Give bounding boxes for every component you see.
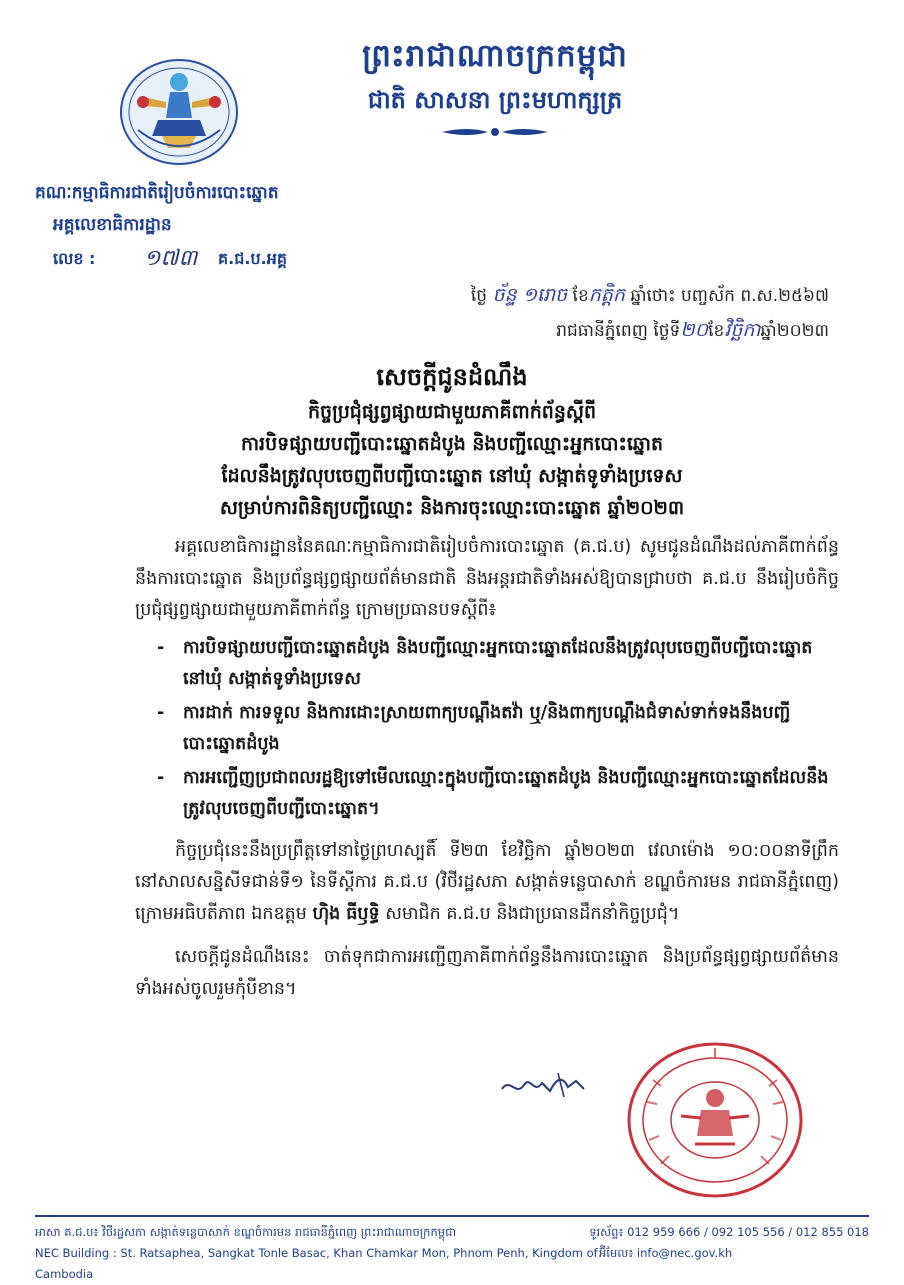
address-khmer: អាសា គ.ជ.ប៖ វិថីរដ្ឋសភា សង្កាត់ទន្លេបាសាក់ ខណ្ឌចំការមន រាជធានីភ្នំពេញ ព្រះរាជាណាចក្រកម្ពុជា xyxy=(35,1225,457,1239)
nation-religion-king: ជាតិ សាសនា ព្រះមហាក្សត្រ xyxy=(367,86,623,114)
reference-number xyxy=(35,246,287,272)
org-name: គណៈកម្មាធិការជាតិរៀបចំការបោះឆ្នោត xyxy=(35,183,279,203)
lunar-day: ច័ន្ទ ១រោច xyxy=(492,284,568,306)
issuing-organization xyxy=(35,180,287,272)
lunar-month: កត្តិក xyxy=(588,284,625,306)
kingdom-title: ព្រះរាជាណាចក្រកម្ពុជា xyxy=(362,38,628,74)
footer-row xyxy=(35,1222,869,1243)
intro-paragraph: អគ្គលេខាធិការដ្ឋាននៃគណៈកម្មាធិការជាតិរៀបចំការបោះឆ្នោត (គ.ជ.ប) សូមជូនដំណឹងដល់ភាគីពាក់ព័ន្ធនឹងការបោះឆ្នោត និងប្រព័ន្ធផ្សព្វផ្សាយព័ត៌មានជាតិ និងអន្តរជាតិទាំងអស់ឱ្យបានជ្រាបថា គ.ជ.ប នឹងរៀបចំកិច្ចប្រជុំផ្សព្វផ្សាយជាមួយភាគីពាក់ព័ន្ធ ក្រោមប្រធានបទស្តីពី៖ xyxy=(135,537,839,620)
phone-numbers: ទូរស័ព្ទ៖ 012 959 666 / 092 105 556 / 012 855 018 xyxy=(589,1225,869,1239)
notice-body xyxy=(135,532,839,1005)
topic-item: - ការបិទផ្សាយបញ្ជីបោះឆ្នោតដំបូង និងបញ្ជីឈ្មោះអ្នកបោះឆ្នោតដែលនឹងត្រូវលុបចេញពីបញ្ជីបោះឆ្នោត នៅឃុំ សង្កាត់ទូទាំងប្រទេស xyxy=(157,633,839,696)
lunar-suffix: ឆ្នាំថោះ បញ្ចស័ក ព.ស.២៥៦៧ xyxy=(630,286,829,306)
footer-row xyxy=(35,1243,869,1285)
reference-value: ១៧៣ xyxy=(143,246,198,271)
subject-line-2: ការបិទផ្សាយបញ្ជីបោះឆ្នោតដំបូង និងបញ្ជីឈ្មោះអ្នកបោះឆ្នោត xyxy=(240,433,664,455)
kingdom-motto xyxy=(345,34,645,144)
date-block xyxy=(471,278,829,348)
footer-divider xyxy=(35,1215,869,1217)
solar-date xyxy=(471,313,829,348)
solar-day: ២០ xyxy=(680,319,709,341)
topic-item: - ការអញ្ជើញប្រជាពលរដ្ឋឱ្យទៅមើលឈ្មោះក្នុងបញ្ជីបោះឆ្នោតដំបូង និងបញ្ជីឈ្មោះអ្នកបោះឆ្នោតដែលនឹងត្រូវលុបចេញពីបញ្ជីបោះឆ្នោត។ xyxy=(157,763,839,826)
meeting-paragraph xyxy=(135,836,839,931)
topic-list xyxy=(157,633,839,826)
reference-suffix: គ.ជ.ប.អគ្គ xyxy=(218,249,288,268)
solar-mid: ខែ xyxy=(708,321,725,341)
nec-logo-icon xyxy=(118,58,240,170)
reference-label: លេខ : xyxy=(53,249,96,268)
signature-icon xyxy=(498,1067,590,1103)
letterhead-footer xyxy=(35,1222,869,1285)
email-address: អ៊ីមែល៖ info@nec.gov.kh xyxy=(599,1246,733,1260)
solar-prefix: រាជធានីភ្នំពេញ ថ្ងៃទី xyxy=(556,321,681,341)
subject-line-4: សម្រាប់ការពិនិត្យបញ្ជីឈ្មោះ និងការចុះឈ្មោះបោះឆ្នោត ឆ្នាំ២០២៣ xyxy=(219,497,685,519)
notice-title xyxy=(0,358,904,524)
ornament-divider-icon xyxy=(440,124,550,140)
solar-month: វិច្ឆិកា xyxy=(724,319,761,341)
meeting-details: កិច្ចប្រជុំនេះនឹងប្រព្រឹត្តទៅនាថ្ងៃព្រហស្បតិ៍ ទី២៣ ខែវិច្ឆិកា ឆ្នាំ២០២៣ វេលាម៉ោង ១០:០០នាទីព្រឹក នៅសាលសន្និសីទជាន់ទី១ នៃទីស្តីការ គ.ជ.ប (វិថីរដ្ឋសភា សង្កាត់ទន្លេបាសាក់ ខណ្ឌចំការមន រាជធានីភ្នំពេញ) ក្រោមអធិបតីភាព ឯកឧត្តម xyxy=(135,840,839,924)
lunar-prefix: ថ្ងៃ xyxy=(470,286,488,306)
address-english: NEC Building : St. Ratsaphea, Sangkat Tonle Basac, Khan Chamkar Mon, Phnom Penh, Kingdom of Cambodia xyxy=(35,1246,598,1281)
presiding-official: ហ៊ិង ធីឫទ្ធិ xyxy=(312,903,380,924)
notice-heading: សេចក្តីជូនដំណឹង xyxy=(376,363,528,391)
subject-line-3: ដែលនឹងត្រូវលុបចេញពីបញ្ជីបោះឆ្នោត នៅឃុំ សង្កាត់ទូទាំងប្រទេស xyxy=(221,465,683,487)
topic-item: - ការដាក់ ការទទួល និងការដោះស្រាយពាក្យបណ្តឹងតវ៉ា ឬ/និងពាក្យបណ្តឹងជំទាស់ទាក់ទងនឹងបញ្ជីបោះឆ្នោតដំបូង xyxy=(157,698,839,761)
solar-suffix: ឆ្នាំ២០២៣ xyxy=(760,321,829,341)
closing-paragraph: សេចក្តីជូនដំណឹងនេះ ចាត់ទុកជាការអញ្ជើញភាគីពាក់ព័ន្ធនឹងការបោះឆ្នោត និងប្រព័ន្ធផ្សព្វផ្សាយព័ត៌មានទាំងអស់ចូលរួមកុំបីខាន។ xyxy=(135,947,839,999)
lunar-date xyxy=(471,278,829,313)
org-department: អគ្គលេខាធិការដ្ឋាន xyxy=(53,215,172,235)
lunar-mid: ខែ xyxy=(572,286,589,306)
official-seal-icon xyxy=(625,1040,805,1200)
meeting-role: សមាជិក គ.ជ.ប និងជាប្រធានដឹកនាំកិច្ចប្រជុំ។ xyxy=(385,903,680,924)
subject-line-1: កិច្ចប្រជុំផ្សព្វផ្សាយជាមួយភាគីពាក់ព័ន្ធស្តីពី xyxy=(307,401,597,423)
